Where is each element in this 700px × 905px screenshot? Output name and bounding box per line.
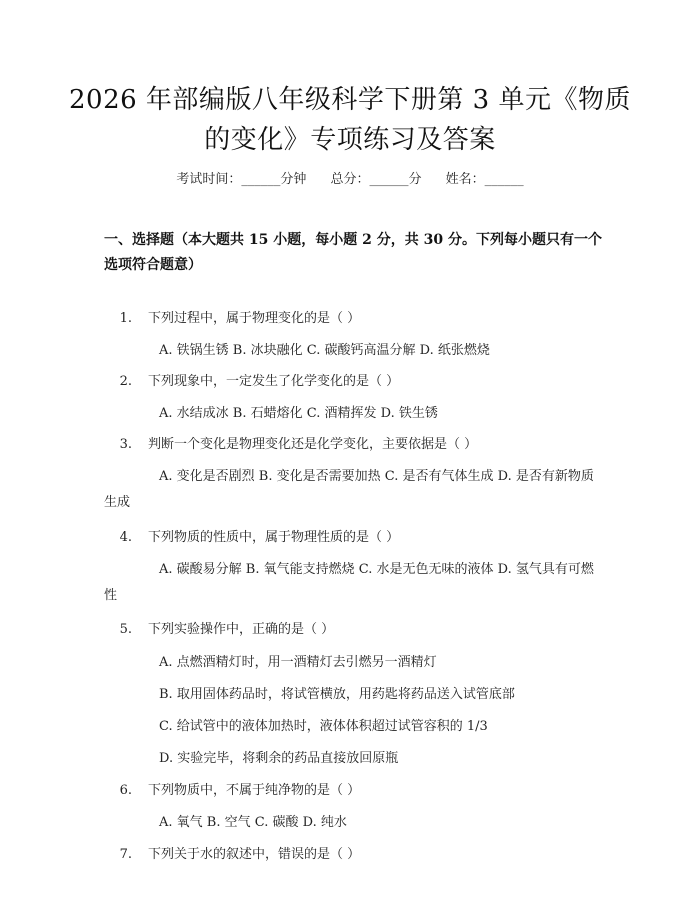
question-stem [104, 842, 614, 868]
question-options: A. 水结成冰 B. 石蜡熔化 C. 酒精挥发 D. 铁生锈 [159, 406, 438, 421]
question-stem [104, 432, 614, 458]
document-title: 2026 年部编版八年级科学下册第 3 单元《物质的变化》专项练习及答案 [68, 85, 631, 155]
question-option: A. 点燃酒精灯时，用一酒精灯去引燃另一酒精灯 [159, 655, 437, 670]
exam-name: 姓名：______ [445, 172, 524, 187]
question-options: A. 碳酸易分解 B. 氧气能支持燃烧 C. 水是无色无味的液体 D. 氢气具有可燃性 [104, 562, 594, 603]
question-options: A. 氧气 B. 空气 C. 碳酸 D. 纯水 [159, 815, 347, 830]
section-heading: 一、选择题（本大题共 15 小题，每小题 2 分，共 30 分。下列每小题只有一个选项符合题意） [104, 232, 602, 273]
exam-time: 考试时间：______分钟 [176, 172, 307, 187]
question-number: 5. [119, 622, 132, 637]
question-number: 4. [119, 530, 132, 545]
question-number: 1. [119, 311, 132, 326]
question-number: 3. [119, 437, 132, 452]
question-text: 下列关于水的叙述中，错误的是（ ） [148, 847, 361, 862]
question-number: 2. [119, 374, 132, 389]
question-option: C. 给试管中的液体加热时，液体体积超过试管容积的 1/3 [159, 719, 488, 734]
question-stem [104, 369, 614, 395]
question-stem [104, 778, 614, 804]
question-text: 下列物质的性质中，属于物理性质的是（ ） [148, 530, 400, 545]
question-stem [104, 525, 614, 551]
question-options: A. 铁锅生锈 B. 冰块融化 C. 碳酸钙高温分解 D. 纸张燃烧 [159, 343, 490, 358]
question-stem [104, 306, 614, 332]
question-number: 6. [119, 783, 132, 798]
exam-info [0, 168, 700, 187]
question-text: 判断一个变化是物理变化还是化学变化，主要依据是（ ） [148, 437, 478, 452]
question-text: 下列现象中，一定发生了化学变化的是（ ） [148, 374, 400, 389]
question-text: 下列物质中，不属于纯净物的是（ ） [148, 783, 361, 798]
question-option: D. 实验完毕，将剩余的药品直接放回原瓶 [159, 751, 399, 766]
question-options: A. 变化是否剧烈 B. 变化是否需要加热 C. 是否有气体生成 D. 是否有新物质生成 [104, 469, 594, 510]
question-text: 下列过程中，属于物理变化的是（ ） [148, 311, 361, 326]
exam-score: 总分：______分 [330, 172, 422, 187]
question-option: B. 取用固体药品时，将试管横放，用药匙将药品送入试管底部 [159, 687, 515, 702]
question-number: 7. [119, 847, 132, 862]
question-text: 下列实验操作中，正确的是（ ） [148, 622, 335, 637]
question-stem [104, 617, 614, 643]
